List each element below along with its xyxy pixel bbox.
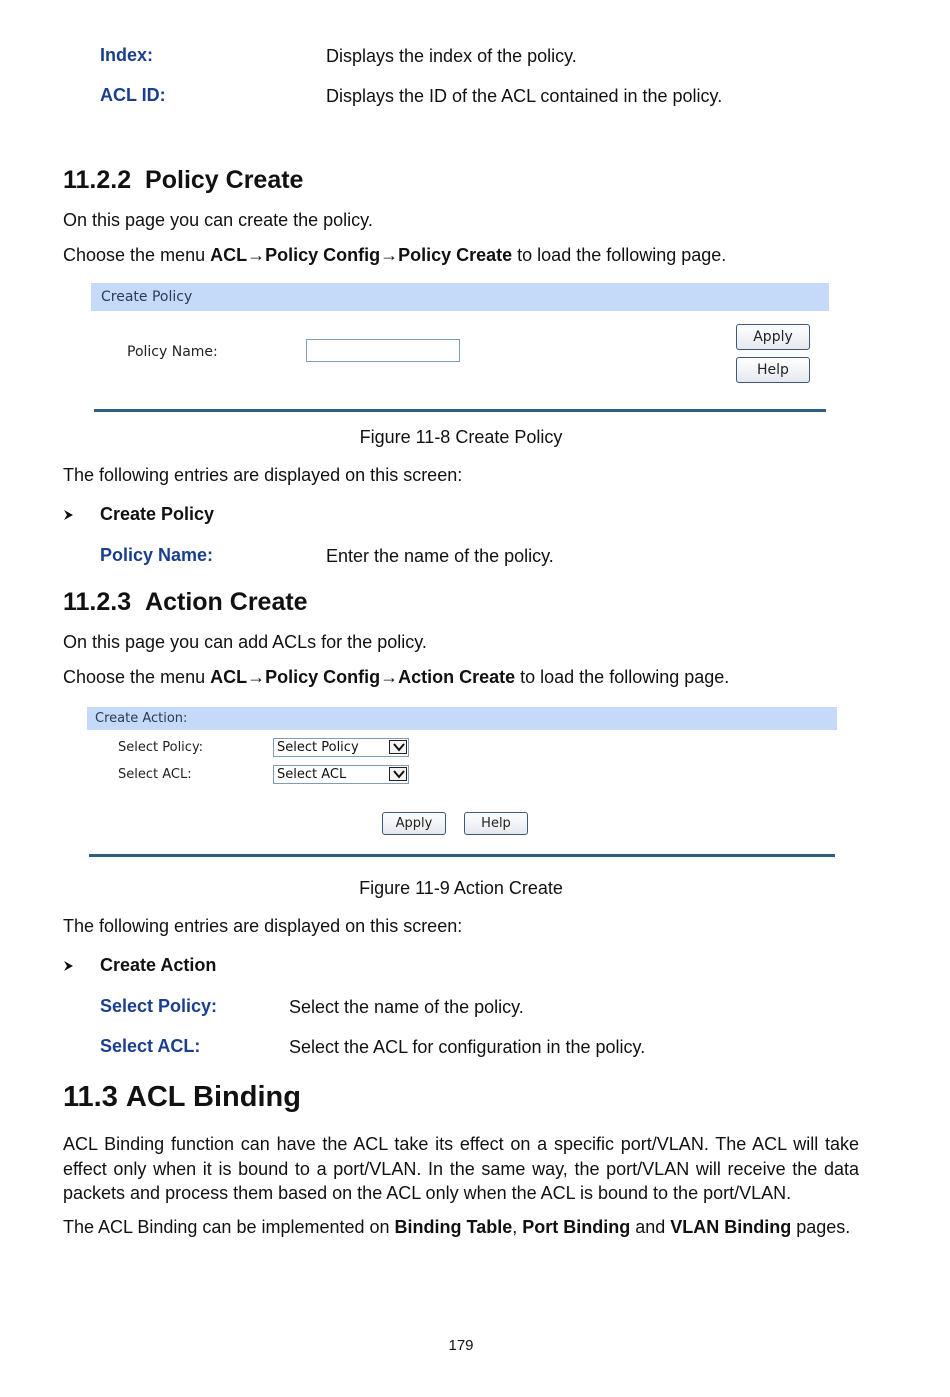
bullet-arrow-icon (63, 959, 75, 978)
menu-suffix: to load the following page. (515, 667, 730, 687)
entries-lead-action: The following entries are displayed on this screen: (63, 916, 463, 936)
acl-binding-paragraph-2 (63, 1215, 859, 1240)
term-index: Index: (100, 45, 154, 65)
select-acl-dropdown[interactable] (273, 765, 409, 784)
menu-prefix: Choose the menu (63, 245, 211, 265)
port-binding-term: Port Binding (522, 1217, 631, 1237)
para2-text: and (630, 1217, 671, 1237)
create-policy-header: Create Policy (91, 283, 829, 311)
menu-path: ACL→Policy Config→Action Create (210, 667, 516, 687)
create-action-header: Create Action: (87, 707, 837, 730)
term-policy-name: Policy Name: (100, 545, 214, 565)
action-create-menu-path (63, 666, 729, 688)
term-policy-name-desc: Enter the name of the policy. (326, 546, 554, 566)
section-number: 11.3 (63, 1081, 118, 1113)
policy-name-label: Policy Name: (127, 344, 218, 360)
chevron-down-icon[interactable] (389, 767, 407, 781)
panel-divider (94, 409, 826, 412)
section-heading-policy-create (63, 166, 303, 195)
acl-binding-paragraph-1: ACL Binding function can have the ACL take its effect on a specific port/VLAN. The ACL will take effect only when it is bound to a port/VLAN. In the same way, the port/VLAN will receive the data packets and process them based on the ACL only when the ACL is bound to the port/VLAN. (63, 1134, 859, 1203)
figure-caption-11-9: Figure 11-9 Action Create (359, 878, 563, 898)
panel-divider (89, 854, 835, 857)
menu-suffix: to load the following page. (512, 245, 727, 265)
bullet-arrow-icon (63, 508, 75, 527)
select-acl-value: Select ACL (277, 767, 347, 782)
policy-name-input[interactable] (306, 339, 460, 362)
chevron-down-icon[interactable] (389, 740, 407, 754)
figure-caption-11-8: Figure 11-8 Create Policy (359, 427, 563, 447)
help-button[interactable]: Help (464, 812, 528, 835)
menu-prefix: Choose the menu (63, 667, 211, 687)
create-policy-panel (91, 283, 829, 413)
binding-table-term: Binding Table (394, 1217, 513, 1237)
select-acl-label: Select ACL: (118, 767, 192, 782)
term-select-policy-desc: Select the name of the policy. (289, 997, 524, 1017)
term-acl-id: ACL ID: (100, 85, 166, 105)
bullet-create-action: Create Action (100, 955, 217, 975)
page-number: 179 (448, 1337, 474, 1354)
para2-text: The ACL Binding can be implemented on (63, 1217, 395, 1237)
create-action-panel (87, 707, 837, 859)
help-button[interactable]: Help (736, 357, 810, 383)
menu-path: ACL→Policy Config→Policy Create (210, 245, 513, 265)
section-title: ACL Binding (125, 1081, 301, 1113)
select-policy-dropdown[interactable] (273, 738, 409, 757)
vlan-binding-term: VLAN Binding (670, 1217, 792, 1237)
action-create-intro: On this page you can add ACLs for the policy. (63, 632, 427, 652)
term-select-policy: Select Policy: (100, 996, 218, 1016)
section-number: 11.2.2 (63, 166, 132, 194)
section-heading-acl-binding (63, 1081, 301, 1114)
term-select-acl-desc: Select the ACL for configuration in the policy. (289, 1037, 646, 1057)
apply-button[interactable]: Apply (382, 812, 446, 835)
policy-create-menu-path (63, 244, 726, 266)
term-select-acl: Select ACL: (100, 1036, 201, 1056)
section-number: 11.2.3 (63, 588, 132, 616)
section-title: Action Create (145, 588, 308, 616)
select-policy-label: Select Policy: (118, 740, 204, 755)
term-acl-id-desc: Displays the ID of the ACL contained in the policy. (326, 86, 723, 106)
section-title: Policy Create (145, 166, 304, 194)
term-index-desc: Displays the index of the policy. (326, 46, 577, 66)
bullet-create-policy: Create Policy (100, 504, 215, 524)
select-policy-value: Select Policy (277, 740, 359, 755)
para2-text: , (512, 1217, 523, 1237)
entries-lead-policy: The following entries are displayed on this screen: (63, 465, 463, 485)
section-heading-action-create (63, 588, 308, 617)
para2-text: pages. (791, 1217, 851, 1237)
apply-button[interactable]: Apply (736, 324, 810, 350)
policy-create-intro: On this page you can create the policy. (63, 210, 373, 230)
